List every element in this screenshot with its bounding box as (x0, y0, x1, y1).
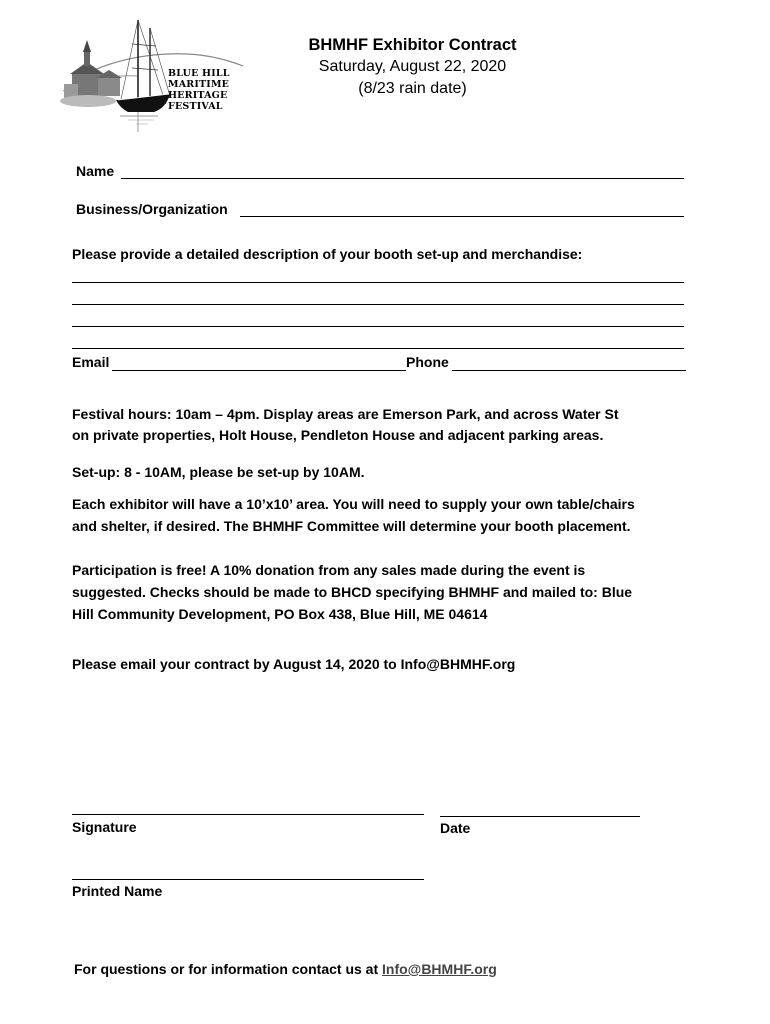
participation-line: Participation is free! A 10% donation from any sales made during the event is (72, 562, 586, 578)
festival-logo (58, 16, 248, 136)
logo-line: HERITAGE (168, 90, 228, 101)
description-line-2[interactable] (72, 304, 684, 305)
contact-email-link[interactable]: Info@BHMHF.org (382, 961, 497, 977)
signature-label: Signature (72, 819, 137, 835)
description-line-3[interactable] (72, 326, 684, 327)
email-label: Email (72, 354, 110, 370)
festival-hours (72, 404, 712, 446)
area-line: Each exhibitor will have a 10’x10’ area. You will need to supply your own table/chairs (72, 496, 635, 512)
footer-contact (74, 958, 497, 980)
description-prompt: Please provide a detailed description of your booth set-up and merchandise: (72, 246, 583, 262)
header (240, 34, 585, 100)
name-field[interactable] (121, 178, 684, 179)
description-line-4[interactable] (72, 348, 684, 349)
participation-line: Hill Community Development, PO Box 438, Blue Hill, ME 04614 (72, 606, 488, 622)
phone-label: Phone (406, 354, 449, 370)
name-label: Name (76, 163, 115, 179)
logo-line: BLUE HILL (168, 68, 230, 79)
printed-name-label: Printed Name (72, 883, 163, 899)
logo-line: FESTIVAL (168, 101, 223, 112)
logo-wordmark (168, 68, 230, 112)
rain-date: (8/23 rain date) (358, 80, 467, 97)
footer-text: For questions or for information contact us at (74, 961, 383, 977)
page-title: BHMHF Exhibitor Contract (308, 36, 517, 54)
participation-line: suggested. Checks should be made to BHCD specifying BHMHF and mailed to: Blue (72, 584, 633, 600)
hours-line: Festival hours: 10am – 4pm. Display areas are Emerson Park, and across Water St (72, 406, 619, 422)
business-label: Business/Organization (76, 201, 228, 217)
logo-line: MARITIME (168, 79, 230, 90)
email-field[interactable] (112, 370, 406, 371)
setup-info: Set-up: 8 - 10AM, please be set-up by 10AM. (72, 464, 365, 480)
area-info (72, 493, 712, 537)
business-field[interactable] (240, 216, 684, 217)
hours-line: on private properties, Holt House, Pendleton House and adjacent parking areas. (72, 427, 604, 443)
deadline-info: Please email your contract by August 14, 2020 to Info@BHMHF.org (72, 656, 516, 672)
signature-field[interactable] (72, 814, 424, 815)
event-date: Saturday, August 22, 2020 (318, 58, 507, 75)
area-line: and shelter, if desired. The BHMHF Committee will determine your booth placement. (72, 518, 631, 534)
date-label: Date (440, 820, 471, 836)
description-line-1[interactable] (72, 282, 684, 283)
participation-info (72, 559, 712, 625)
phone-field[interactable] (452, 370, 686, 371)
